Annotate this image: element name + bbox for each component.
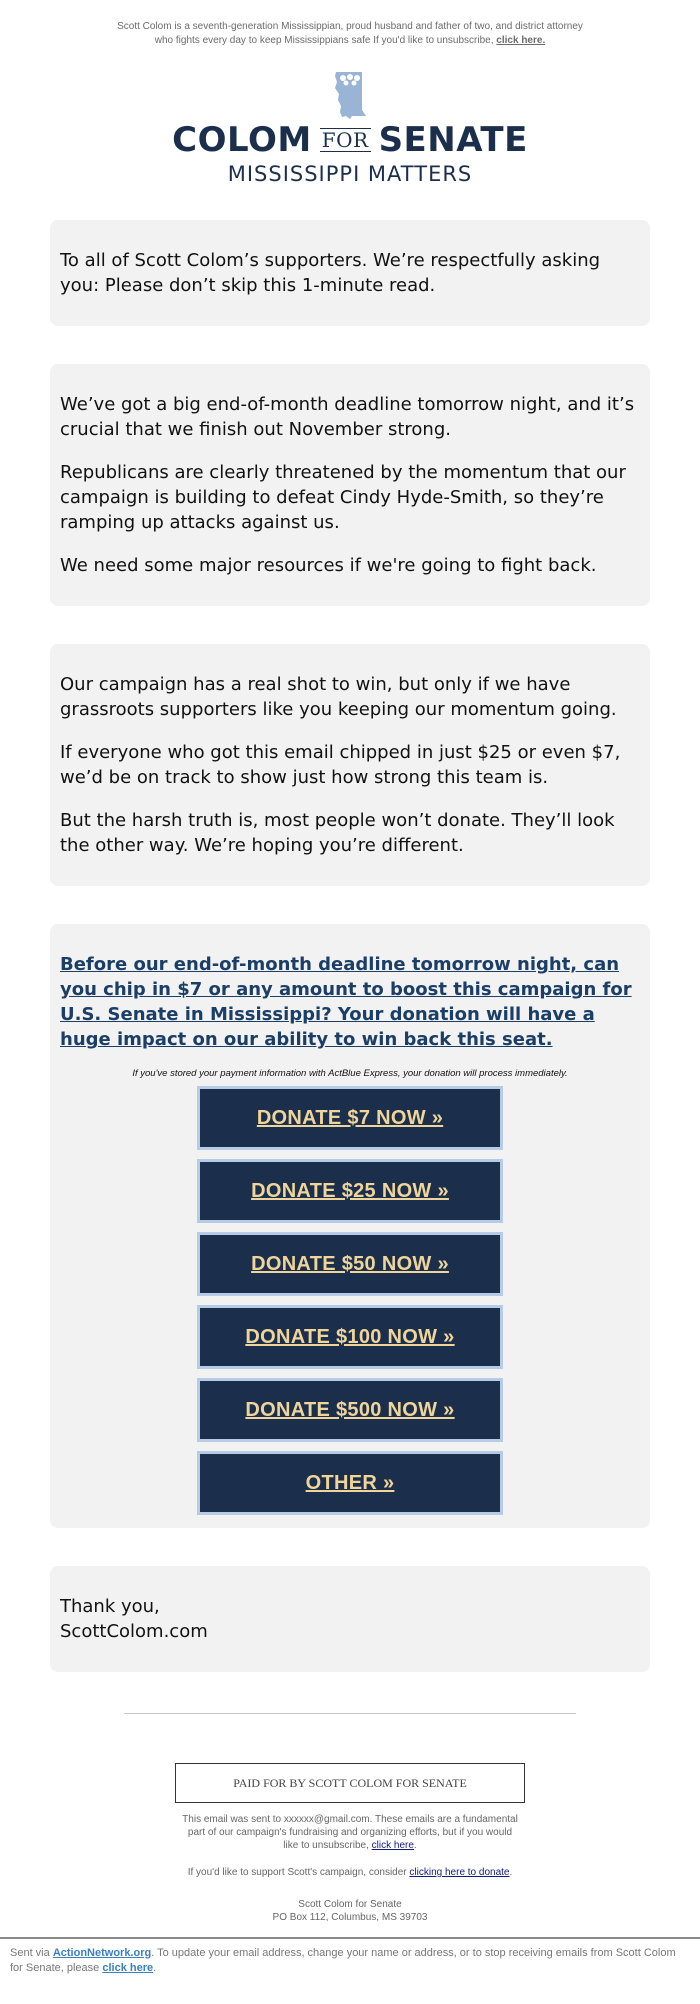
footer-address xyxy=(180,1898,520,1924)
sent-via-middle: . To update your email address, change your name or address, or to stop receiving emails from Scott Colom for Senate, please xyxy=(10,1947,676,1974)
signoff-website: ScottColom.com xyxy=(60,1621,208,1642)
logo-senate: SENATE xyxy=(378,120,528,160)
intro-card xyxy=(50,220,650,326)
bottom-rule xyxy=(0,1937,700,1939)
footer-support xyxy=(180,1866,520,1879)
donate-50-button[interactable]: DONATE $50 NOW » xyxy=(197,1232,503,1296)
donate-25-button[interactable]: DONATE $25 NOW » xyxy=(197,1159,503,1223)
footer-period: . xyxy=(413,1840,417,1851)
footer-support-text: If you'd like to support Scott's campaign, consider xyxy=(187,1867,410,1878)
actblue-express-note: If you've stored your payment information with ActBlue Express, your donation will process immediately. xyxy=(132,1068,568,1079)
paid-for-disclaimer: PAID FOR BY SCOTT COLOM FOR SENATE xyxy=(175,1763,525,1803)
donate-other-button[interactable]: OTHER » xyxy=(197,1451,503,1515)
logo-subtitle: MISSISSIPPI MATTERS xyxy=(227,162,473,186)
footer-address-name: Scott Colom for Senate xyxy=(298,1899,402,1910)
donate-500-button[interactable]: DONATE $500 NOW » xyxy=(197,1378,503,1442)
momentum-paragraph-1: Our campaign has a real shot to win, but only if we have grassroots supporters like you keeping our momentum going. xyxy=(60,674,617,720)
donate-7-button[interactable]: DONATE $7 NOW » xyxy=(197,1086,503,1150)
deadline-paragraph-2: Republicans are clearly threatened by the momentum that our campaign is building to defeat Cindy Hyde-Smith, so they’re ramping up attacks against us. xyxy=(60,462,626,533)
intro-paragraph: To all of Scott Colom’s supporters. We’re respectfully asking you: Please don’t skip this 1-minute read. xyxy=(60,250,601,296)
logo-for: FOR xyxy=(321,128,369,152)
preheader-text: Scott Colom is a seventh-generation Mississippian, proud husband and father of two, and district attorney who fights every day to keep Mississippians safe If you'd like to unsubscribe, xyxy=(117,21,583,46)
footer-address-street: PO Box 112, Columbus, MS 39703 xyxy=(272,1912,428,1923)
preheader-unsubscribe-link[interactable]: click here. xyxy=(496,35,546,46)
signoff-thanks: Thank you, xyxy=(60,1596,160,1617)
momentum-paragraph-2: If everyone who got this email chipped in just $25 or even $7, we’d be on track to show just how strong this team is. xyxy=(60,742,621,788)
momentum-card xyxy=(50,644,650,886)
campaign-logo xyxy=(172,70,528,190)
footer-sent-to-text: This email was sent to xxxxxx@gmail.com. These emails are a fundamental part of our campaign's fundraising and organizing efforts, but if you would like to unsubscribe, xyxy=(182,1814,518,1851)
logo-wordmark xyxy=(172,120,528,160)
donate-button-list xyxy=(60,1086,640,1524)
footer-donate-link[interactable]: clicking here to donate xyxy=(409,1867,510,1878)
sent-via-notice xyxy=(10,1946,690,1976)
deadline-card xyxy=(50,364,650,606)
deadline-paragraph-3: We need some major resources if we're going to fight back. xyxy=(60,555,597,576)
sent-via-prefix: Sent via xyxy=(10,1947,53,1959)
mississippi-state-icon xyxy=(332,70,368,120)
sent-via-click-here-link[interactable]: click here xyxy=(102,1962,154,1974)
actionnetwork-link[interactable]: ActionNetwork.org xyxy=(52,1947,152,1959)
donate-100-button[interactable]: DONATE $100 NOW » xyxy=(197,1305,503,1369)
footer-sent-to xyxy=(180,1813,520,1852)
donation-ask-link[interactable]: Before our end-of-month deadline tomorrow night, can you chip in $7 or any amount to boost this campaign for U.S. Senate in Mississippi? Your donation will have a huge impact on our ability to win back this seat. xyxy=(60,954,632,1050)
sent-via-suffix: . xyxy=(153,1962,157,1974)
momentum-paragraph-3: But the harsh truth is, most people won’t donate. They’ll look the other way. We’re hoping you’re different. xyxy=(60,810,615,856)
footer-support-period: . xyxy=(509,1867,513,1878)
deadline-paragraph-1: We’ve got a big end-of-month deadline tomorrow night, and it’s crucial that we finish out November strong. xyxy=(60,394,635,440)
preheader xyxy=(110,20,590,48)
logo-colom: COLOM xyxy=(172,120,312,160)
footer-divider xyxy=(124,1713,576,1714)
donation-card xyxy=(50,924,650,1528)
footer-unsubscribe-link[interactable]: click here xyxy=(371,1840,414,1851)
signoff-card xyxy=(50,1566,650,1672)
